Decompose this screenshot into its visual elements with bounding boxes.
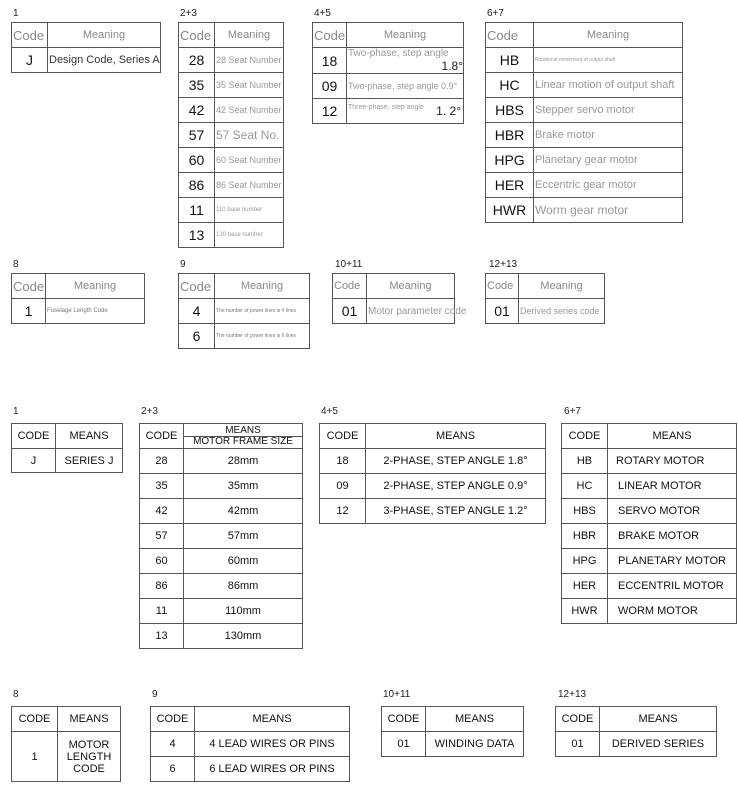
meaning-cell: 60 Seat Number	[215, 148, 284, 173]
block-label: 4+5	[321, 406, 338, 417]
code-cell: HER	[486, 173, 534, 198]
header-means: MEANS	[426, 707, 524, 732]
meaning-cell: 28 Seat Number	[215, 48, 284, 73]
code-cell: 09	[320, 474, 366, 499]
code-cell: 28	[140, 449, 184, 474]
meaning-cell: Two-phase, step angle	[348, 48, 449, 59]
means-table-10-11	[381, 706, 524, 757]
header-means: MEANS	[225, 424, 261, 436]
code-cell: 28	[179, 48, 215, 73]
meaning-cell: Design Code, Series A	[48, 48, 161, 73]
block-label: 10+11	[335, 259, 363, 270]
block-label: 8	[13, 689, 19, 700]
block-label: 9	[152, 689, 158, 700]
code-table-4-5	[312, 22, 464, 124]
header-frame-size: MOTOR FRAME SIZE	[184, 436, 302, 447]
meaning-cell: Brake motor	[534, 123, 683, 148]
code-cell: 4	[179, 299, 215, 324]
code-cell: 11	[140, 599, 184, 624]
header-means: MEANS	[58, 707, 121, 732]
means-cell: 110mm	[184, 599, 303, 624]
means-cell: 42mm	[184, 499, 303, 524]
block-label: 2+3	[141, 406, 158, 417]
header-means: MEANS	[366, 424, 546, 449]
code-cell: 35	[179, 73, 215, 98]
code-cell: 35	[140, 474, 184, 499]
code-cell: 12	[313, 99, 347, 124]
code-table-10-11	[332, 273, 467, 324]
meaning-cell: 42 Seat Number	[215, 98, 284, 123]
code-cell: 42	[179, 98, 215, 123]
means-cell: BRAKE MOTOR	[608, 524, 737, 549]
meaning-cell: Stepper servo motor	[534, 98, 683, 123]
code-cell: 86	[179, 173, 215, 198]
code-cell: HPG	[562, 549, 608, 574]
code-table-6-7	[485, 22, 683, 223]
code-cell: 6	[151, 757, 195, 782]
means-cell: PLANETARY MOTOR	[608, 549, 737, 574]
header-code: CODE	[556, 707, 600, 732]
meaning-cell: The number of power lines is 6 lines	[215, 324, 310, 349]
block-label: 6+7	[564, 406, 581, 417]
means-cell: SERIES J	[56, 449, 123, 473]
means-cell: 57mm	[184, 524, 303, 549]
block-label: 4+5	[314, 8, 331, 19]
means-cell: 4 LEAD WIRES OR PINS	[195, 732, 350, 757]
means-cell: 3-PHASE, STEP ANGLE 1.2°	[366, 499, 546, 524]
header-code: Code	[486, 274, 519, 299]
code-cell: 01	[556, 732, 600, 757]
code-cell: HER	[562, 574, 608, 599]
block-label: 10+11	[383, 689, 411, 700]
block-label: 1	[13, 406, 19, 417]
code-cell: HPG	[486, 148, 534, 173]
code-table-9	[178, 273, 310, 349]
meaning-cell: Linear motion of output shaft	[534, 73, 683, 98]
header-means: MEANS	[56, 424, 123, 449]
code-cell: J	[12, 48, 48, 73]
header-code: Code	[12, 274, 46, 299]
meaning-cell: 110 base number	[215, 198, 284, 223]
header-code: Code	[486, 23, 534, 48]
header-code: CODE	[12, 424, 56, 449]
meaning-cell: 57 Seat No.	[215, 123, 284, 148]
means-cell: 35mm	[184, 474, 303, 499]
means-cell: 28mm	[184, 449, 303, 474]
means-cell: ECCENTRIL MOTOR	[608, 574, 737, 599]
code-cell: 12	[320, 499, 366, 524]
header-code: CODE	[151, 707, 195, 732]
header-meaning: Meaning	[48, 23, 161, 48]
code-table-12-13	[485, 273, 605, 324]
meaning-cell: Worm gear motor	[534, 198, 683, 223]
angle-value: 1. 2°	[436, 104, 461, 118]
code-cell: 01	[486, 299, 519, 324]
header-code: CODE	[140, 424, 184, 449]
meaning-cell: Motor parameter code	[367, 299, 455, 324]
meaning-cell: Three-phase, step angle	[348, 104, 424, 111]
block-label: 9	[180, 259, 186, 270]
means-cell: 60mm	[184, 549, 303, 574]
header-means: MEANS	[195, 707, 350, 732]
means-table-2-3	[139, 423, 303, 649]
code-table-8	[11, 273, 145, 324]
code-cell: 18	[320, 449, 366, 474]
means-cell: 2-PHASE, STEP ANGLE 1.8°	[366, 449, 546, 474]
header-code: Code	[12, 23, 48, 48]
means-cell: WINDING DATA	[426, 732, 524, 757]
means-cell: ROTARY MOTOR	[608, 449, 737, 474]
means-table-6-7	[561, 423, 737, 624]
block-label: 12+13	[489, 259, 518, 270]
header-meaning: Meaning	[46, 274, 145, 299]
header-meaning: Meaning	[347, 23, 464, 48]
means-table-12-13	[555, 706, 717, 757]
code-cell: HB	[562, 449, 608, 474]
header-means: MEANS	[608, 424, 737, 449]
meaning-cell: 35 Seat Number	[215, 73, 284, 98]
angle-value: 1.8°	[441, 59, 463, 73]
meaning-cell: Derived series code	[519, 299, 605, 324]
means-table-9	[150, 706, 350, 782]
meaning-cell: Planetary gear motor	[534, 148, 683, 173]
code-cell: 42	[140, 499, 184, 524]
meaning-cell: Rotational movement of output shaft	[534, 48, 683, 73]
code-table-2-3	[178, 22, 284, 248]
header-code: CODE	[12, 707, 58, 732]
code-cell: 60	[179, 148, 215, 173]
header-code: Code	[333, 274, 367, 299]
code-cell: 09	[313, 74, 347, 99]
means-cell: 130mm	[184, 624, 303, 649]
header-meaning: Meaning	[519, 274, 605, 299]
code-cell: 1	[12, 732, 58, 782]
code-cell: 86	[140, 574, 184, 599]
means-cell: LINEAR MOTOR	[608, 474, 737, 499]
code-cell: 13	[179, 223, 215, 248]
means-cell: SERVO MOTOR	[608, 499, 737, 524]
code-cell: HC	[486, 73, 534, 98]
code-cell: HBR	[486, 123, 534, 148]
code-cell: HWR	[562, 599, 608, 624]
meaning-cell: 130 base number	[215, 223, 284, 248]
block-label: 6+7	[487, 8, 504, 19]
meaning-cell: Two-phase, step angle 0.9°	[348, 81, 458, 91]
header-code: Code	[179, 274, 215, 299]
header-meaning: Meaning	[367, 274, 455, 299]
code-cell: HBS	[486, 98, 534, 123]
code-cell: HC	[562, 474, 608, 499]
block-label: 8	[13, 259, 19, 270]
means-cell: 6 LEAD WIRES OR PINS	[195, 757, 350, 782]
block-label: 1	[13, 8, 19, 19]
code-cell: 01	[333, 299, 367, 324]
code-cell: HB	[486, 48, 534, 73]
code-cell: 11	[179, 198, 215, 223]
code-cell: 57	[179, 123, 215, 148]
code-cell: 18	[313, 48, 347, 74]
header-code: CODE	[320, 424, 366, 449]
block-label: 2+3	[180, 8, 197, 19]
header-means: MEANS	[600, 707, 717, 732]
header-code: Code	[179, 23, 215, 48]
means-cell: DERIVED SERIES	[600, 732, 717, 757]
code-cell: 4	[151, 732, 195, 757]
code-cell: 57	[140, 524, 184, 549]
code-cell: HBS	[562, 499, 608, 524]
code-cell: 6	[179, 324, 215, 349]
code-cell: 01	[382, 732, 426, 757]
header-meaning: Meaning	[215, 274, 310, 299]
code-cell: 60	[140, 549, 184, 574]
means-cell: 2-PHASE, STEP ANGLE 0.9°	[366, 474, 546, 499]
code-cell: HBR	[562, 524, 608, 549]
code-cell: 13	[140, 624, 184, 649]
code-cell: HWR	[486, 198, 534, 223]
code-cell: 1	[12, 299, 46, 324]
header-meaning: Meaning	[534, 23, 683, 48]
header-meaning: Meaning	[215, 23, 284, 48]
meaning-cell: Eccentric gear motor	[534, 173, 683, 198]
means-cell: 86mm	[184, 574, 303, 599]
means-table-8	[11, 706, 121, 782]
means-cell: MOTOR LENGTH CODE	[58, 732, 121, 782]
meaning-cell: 86 Seat Number	[215, 173, 284, 198]
code-cell: J	[12, 449, 56, 473]
code-table-1	[11, 22, 161, 73]
header-code: CODE	[562, 424, 608, 449]
means-table-4-5	[319, 423, 546, 524]
block-label: 12+13	[558, 689, 587, 700]
header-code: CODE	[382, 707, 426, 732]
meaning-cell: Fuselage Length Code	[46, 299, 145, 324]
means-cell: WORM MOTOR	[608, 599, 737, 624]
meaning-cell: The number of power lines is 4 lines	[215, 299, 310, 324]
header-code: Code	[313, 23, 347, 48]
means-table-1	[11, 423, 123, 473]
